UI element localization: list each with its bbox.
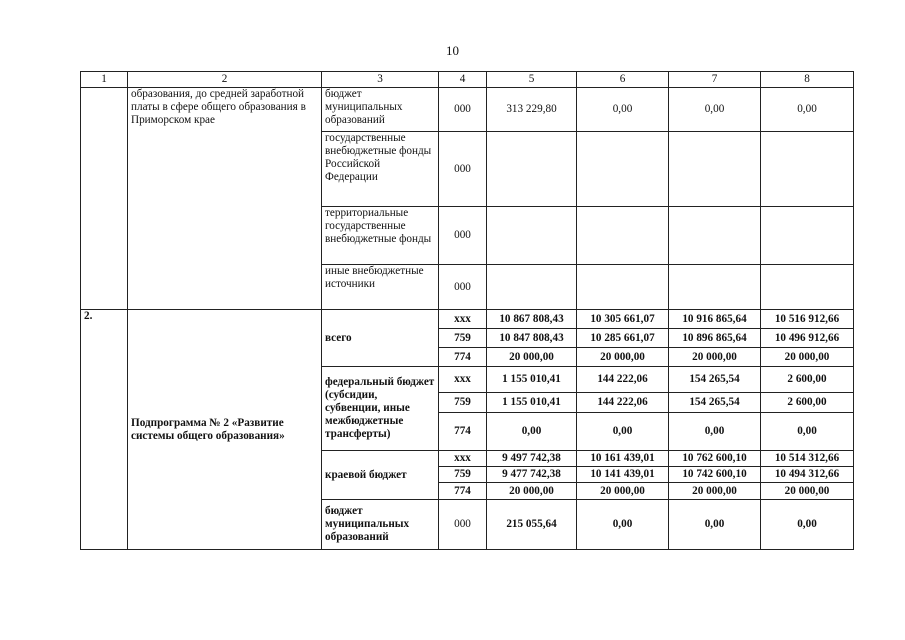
code-cell: 774: [439, 483, 487, 500]
value-cell: [761, 132, 854, 207]
value-cell: [669, 132, 761, 207]
source-label-regional: краевой бюджет: [322, 451, 439, 500]
source-label: бюджет муниципальных образований: [322, 88, 439, 132]
value-cell: 10 916 865,64: [669, 310, 761, 329]
source-label-municipal: бюджет муниципальных образований: [322, 500, 439, 550]
value-cell: 144 222,06: [577, 367, 669, 393]
value-cell: 10 762 600,10: [669, 451, 761, 467]
value-cell: 0,00: [577, 88, 669, 132]
code-cell: xxx: [439, 451, 487, 467]
table-row: [81, 88, 854, 132]
value-cell: 154 265,54: [669, 393, 761, 413]
code-cell: 774: [439, 413, 487, 451]
value-cell: 1 155 010,41: [487, 367, 577, 393]
program-text-continued: образования, до средней заработной платы в сфере общего образования в Приморском крае: [128, 88, 322, 310]
subprogram-number: 2.: [81, 310, 128, 550]
value-cell: 10 516 912,66: [761, 310, 854, 329]
code-cell: 000: [439, 265, 487, 310]
value-cell: [577, 132, 669, 207]
value-cell: 2 600,00: [761, 367, 854, 393]
number-cell-empty: [81, 88, 128, 310]
value-cell: 0,00: [761, 88, 854, 132]
code-cell: 000: [439, 132, 487, 207]
value-cell: [487, 265, 577, 310]
value-cell: 10 742 600,10: [669, 467, 761, 483]
col-header-2: 2: [128, 72, 322, 88]
col-header-7: 7: [669, 72, 761, 88]
value-cell: 313 229,80: [487, 88, 577, 132]
code-cell: 000: [439, 500, 487, 550]
value-cell: 215 055,64: [487, 500, 577, 550]
value-cell: 20 000,00: [577, 483, 669, 500]
value-cell: [577, 207, 669, 265]
value-cell: 20 000,00: [669, 483, 761, 500]
col-header-5: 5: [487, 72, 577, 88]
col-header-6: 6: [577, 72, 669, 88]
value-cell: 10 496 912,66: [761, 329, 854, 348]
value-cell: 10 867 808,43: [487, 310, 577, 329]
code-cell: xxx: [439, 310, 487, 329]
value-cell: 9 477 742,38: [487, 467, 577, 483]
value-cell: 1 155 010,41: [487, 393, 577, 413]
value-cell: 10 305 661,07: [577, 310, 669, 329]
value-cell: 0,00: [669, 88, 761, 132]
value-cell: [669, 207, 761, 265]
value-cell: 10 141 439,01: [577, 467, 669, 483]
code-cell: 759: [439, 393, 487, 413]
value-cell: 20 000,00: [577, 348, 669, 367]
value-cell: 0,00: [577, 500, 669, 550]
value-cell: [577, 265, 669, 310]
value-cell: 20 000,00: [487, 348, 577, 367]
value-cell: 144 222,06: [577, 393, 669, 413]
source-label: государственные внебюджетные фонды Российской Федерации: [322, 132, 439, 207]
value-cell: [761, 265, 854, 310]
value-cell: [487, 207, 577, 265]
value-cell: 0,00: [761, 500, 854, 550]
value-cell: 154 265,54: [669, 367, 761, 393]
code-cell: xxx: [439, 367, 487, 393]
source-label: иные внебюджетные источники: [322, 265, 439, 310]
value-cell: 20 000,00: [761, 483, 854, 500]
code-cell: 000: [439, 88, 487, 132]
budget-table: [80, 71, 854, 550]
value-cell: 20 000,00: [669, 348, 761, 367]
value-cell: 9 497 742,38: [487, 451, 577, 467]
value-cell: 20 000,00: [761, 348, 854, 367]
value-cell: [669, 265, 761, 310]
col-header-3: 3: [322, 72, 439, 88]
value-cell: 10 847 808,43: [487, 329, 577, 348]
value-cell: 10 494 312,66: [761, 467, 854, 483]
code-cell: 759: [439, 467, 487, 483]
page-number: 10: [446, 43, 459, 58]
subprogram-title: Подпрограмма № 2 «Развитие системы общего образования»: [128, 310, 322, 550]
value-cell: [761, 207, 854, 265]
value-cell: 10 285 661,07: [577, 329, 669, 348]
code-cell: 759: [439, 329, 487, 348]
col-header-1: 1: [81, 72, 128, 88]
value-cell: 2 600,00: [761, 393, 854, 413]
code-cell: 774: [439, 348, 487, 367]
value-cell: 0,00: [761, 413, 854, 451]
source-label-federal: федеральный бюджет (субсидии, субвенции, иные межбюджетные трансферты): [322, 367, 439, 451]
col-header-4: 4: [439, 72, 487, 88]
code-cell: 000: [439, 207, 487, 265]
value-cell: 10 896 865,64: [669, 329, 761, 348]
value-cell: 0,00: [487, 413, 577, 451]
value-cell: 0,00: [669, 500, 761, 550]
source-label: территориальные государственные внебюджетные фонды: [322, 207, 439, 265]
table-row: [81, 310, 854, 329]
value-cell: 0,00: [669, 413, 761, 451]
value-cell: 10 161 439,01: [577, 451, 669, 467]
source-label-total: всего: [322, 310, 439, 367]
value-cell: [487, 132, 577, 207]
value-cell: 10 514 312,66: [761, 451, 854, 467]
col-header-8: 8: [761, 72, 854, 88]
column-number-row: [81, 72, 854, 88]
value-cell: 20 000,00: [487, 483, 577, 500]
value-cell: 0,00: [577, 413, 669, 451]
